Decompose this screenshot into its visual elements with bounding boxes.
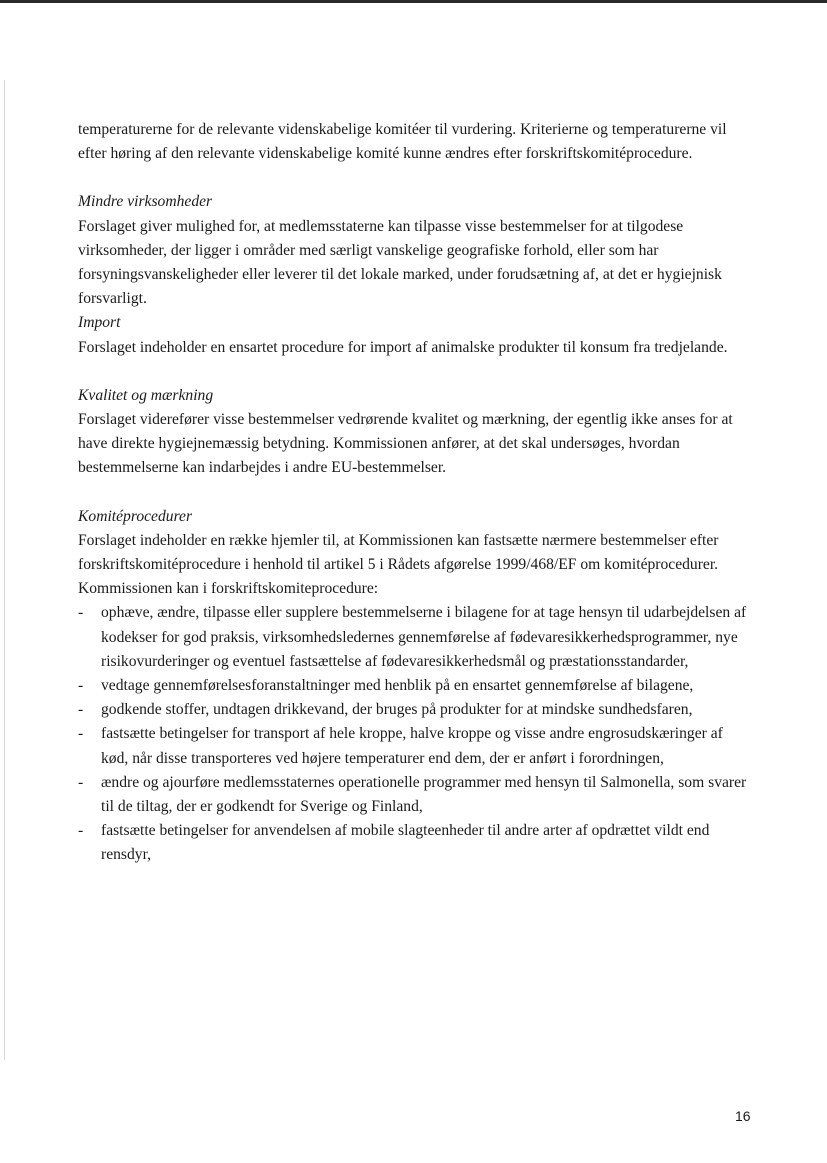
section-heading-komiteprocedurer: Komitéprocedurer [78, 507, 193, 525]
intro-paragraph: temperaturerne for de relevante videnskabelige komitéer til vurdering. Kriterierne og temperaturerne vil efter høring af den relevante videnskabelige komité kunne ændres efter forskriftskomitéprocedure. [78, 121, 727, 163]
scan-edge-line [4, 80, 5, 1060]
list-item: - fastsætte betingelser for transport af hele kroppe, halve kroppe og visse andre engrosudskæringer af kød, når disse transporteres ved højere temperaturer end dem, der er anført i forordningen, [78, 722, 748, 770]
document-body [78, 118, 748, 868]
section-body-komiteprocedurer: Forslaget indeholder en række hjemler til, at Kommissionen kan fastsætte nærmere bestemmelser efter forskriftskomitéprocedure i henhold til artikel 5 i Rådets afgørelse 1999/468/EF om komitéprocedurer. Kommissionen kan i forskriftskomiteprocedure: [78, 531, 719, 598]
list-item: - ændre og ajourføre medlemsstaternes operationelle programmer med hensyn til Salmonella, som svarer til de tiltag, der er godkendt for Sverige og Finland, [78, 771, 748, 819]
page-number: 16 [735, 1108, 751, 1124]
section-heading-import: Import [78, 314, 121, 332]
section-body-kvalitet: Forslaget viderefører visse bestemmelser vedrørende kvalitet og mærkning, der egentlig ikke anses for at have direkte hygiejnemæssig betydning. Kommissionen anfører, at det skal undersøges, hvordan bestemmelserne kan indarbejdes i andre EU-bestemmelser. [78, 411, 733, 477]
section-gap [78, 360, 748, 384]
list-item: - vedtage gennemførelsesforanstaltninger med henblik på en ensartet gennemførelse af bilagene, [78, 674, 748, 698]
list-item: - godkende stoffer, undtagen drikkevand, der bruges på produkter for at mindske sundhedsfaren, [78, 698, 748, 722]
list-item: - fastsætte betingelser for anvendelsen af mobile slagteenheder til andre arter af opdrættet vildt end rensdyr, [78, 819, 748, 867]
section-heading-kvalitet: Kvalitet og mærkning [78, 386, 214, 404]
procedure-bullet-list [78, 601, 748, 867]
section-body-import: Forslaget indeholder en ensartet procedure for import af animalske produkter til konsum fra tredjelande. [78, 338, 728, 356]
section-gap [78, 166, 748, 190]
list-item: - ophæve, ændre, tilpasse eller supplere bestemmelserne i bilagene for at tage hensyn til udarbejdelsen af kodekser for god praksis, virksomhedsledernes gennemførelse af fødevaresikkerhedsprogrammer, nye risikovurderinger og eventuel fastsættelse af fødevaresikkerhedsmål og præstationsstandarder, [78, 601, 748, 674]
section-gap [78, 481, 748, 505]
section-body-mindre-virksomheder: Forslaget giver mulighed for, at medlemsstaterne kan tilpasse visse bestemmelser for at tilgodese virksomheder, der ligger i områder med særligt vanskelige geografiske forhold, eller som har forsyningsvanskeligheder eller leverer til det lokale marked, under forudsætning af, at det er hygiejnisk forsvarligt. [78, 217, 722, 308]
top-border-line [0, 0, 827, 3]
section-heading-mindre-virksomheder: Mindre virksomheder [78, 193, 213, 211]
